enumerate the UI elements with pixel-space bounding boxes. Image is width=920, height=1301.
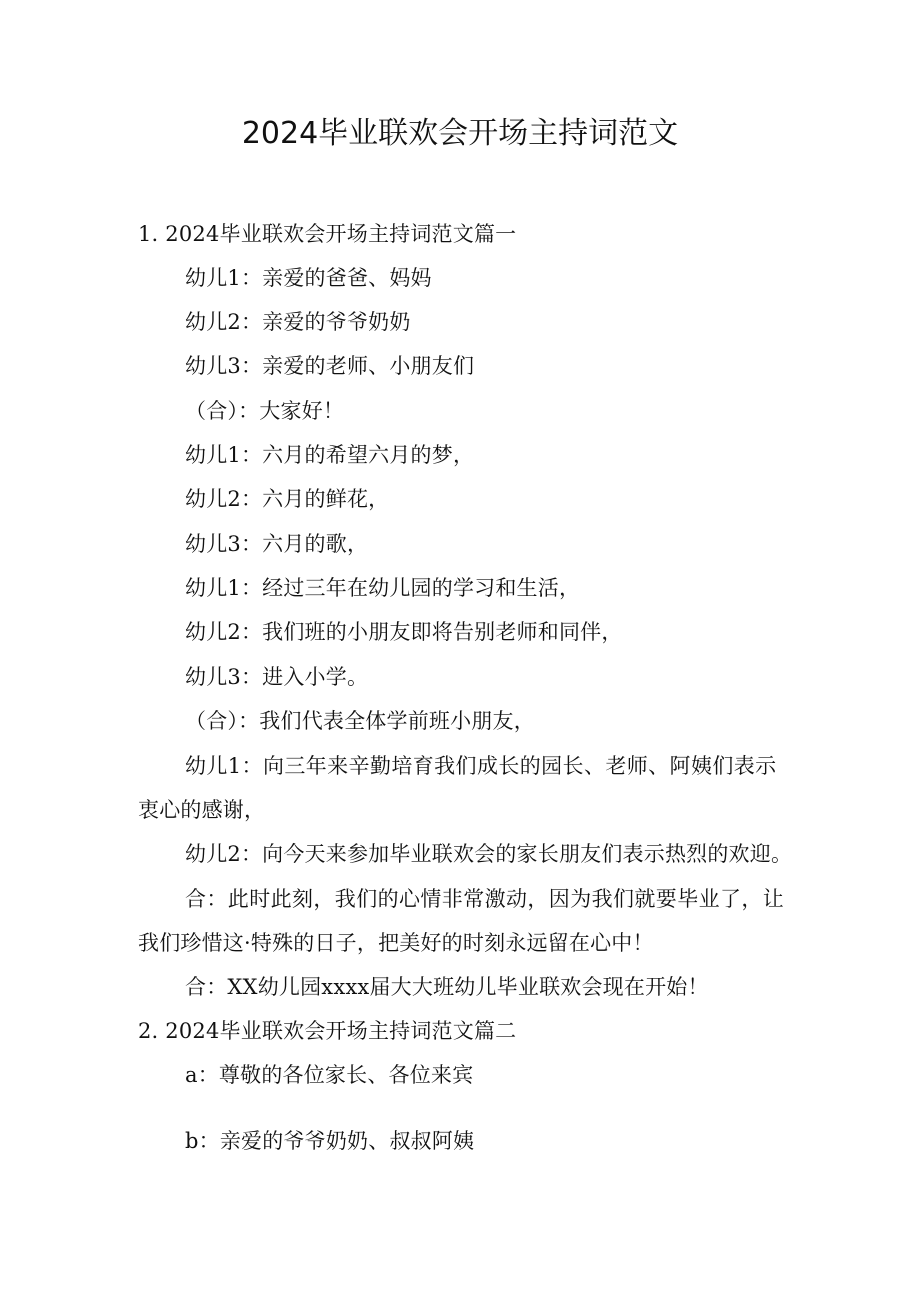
paragraph-line: 幼儿3：六月的歌，	[185, 532, 369, 556]
paragraph-line: 幼儿1：亲爱的爸爸、妈妈	[185, 266, 432, 290]
paragraph-line: 合：此时此刻，我们的心情非常激动，因为我们就要毕业了，让	[185, 887, 785, 911]
paragraph-line: 幼儿2：六月的鲜花，	[185, 487, 390, 511]
paragraph-line: 幼儿2：亲爱的爷爷奶奶	[185, 310, 411, 334]
paragraph-line: 幼儿1：经过三年在幼儿园的学习和生活，	[185, 576, 581, 600]
document-title: 2024毕业联欢会开场主持词范文	[241, 116, 679, 151]
paragraph-line: 合：XX幼儿园xxxx届大大班幼儿毕业联欢会现在开始！	[185, 975, 709, 999]
paragraph-line: a：尊敬的各位家长、各位来宾	[185, 1063, 474, 1087]
paragraph-line-continuation: 衷心的感谢，	[138, 798, 266, 822]
paragraph-line: 幼儿1：向三年来辛勤培育我们成长的园长、老师、阿姨们表示	[185, 754, 777, 778]
paragraph-line: （合）：大家好！	[185, 399, 345, 423]
paragraph-line: 幼儿1：六月的希望六月的梦，	[185, 443, 475, 467]
paragraph-line: 幼儿2：我们班的小朋友即将告别老师和同伴，	[185, 620, 623, 644]
section-heading-2: 2. 2024毕业联欢会开场主持词范文篇二	[138, 1019, 517, 1043]
paragraph-line: b：亲爱的爷爷奶奶、叔叔阿姨	[185, 1129, 475, 1153]
section-heading-1: 1. 2024毕业联欢会开场主持词范文篇一	[138, 222, 517, 246]
paragraph-line: 幼儿3：进入小学。	[185, 665, 369, 689]
paragraph-line: （合）：我们代表全体学前班小朋友，	[185, 709, 535, 733]
paragraph-line-continuation: 我们珍惜这·特殊的日子，把美好的时刻永远留在心中！	[138, 931, 654, 955]
paragraph-line: 幼儿2：向今天来参加毕业联欢会的家长朋友们表示热烈的欢迎。	[185, 842, 793, 866]
paragraph-line: 幼儿3：亲爱的老师、小朋友们	[185, 354, 475, 378]
